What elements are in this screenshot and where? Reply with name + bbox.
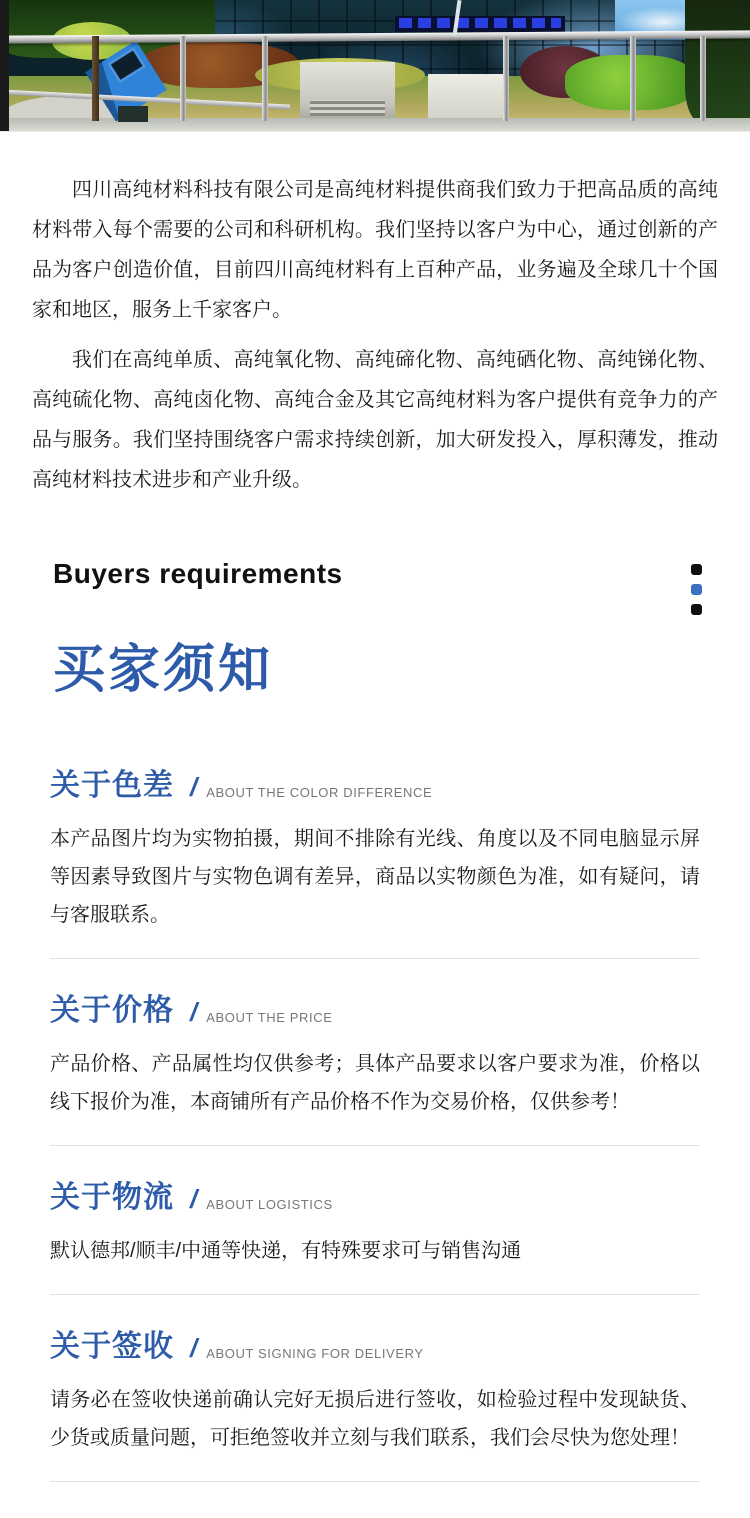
road-strip xyxy=(0,118,750,131)
section-heading xyxy=(50,985,700,1029)
company-building-photo xyxy=(0,0,750,132)
intro-paragraph: 四川高纯材料科技有限公司是高纯材料提供商我们致力于把高品质的高纯材料带入每个需要的公司和科研机构。我们坚持以客户为中心，通过创新的产品为客户创造价值，目前四川高纯材料有上百种产品，业务遍及全球几十个国家和地区，服务上千家客户。 xyxy=(32,179,718,321)
slash-divider: / xyxy=(190,772,198,802)
bottom-spacer xyxy=(0,1482,750,1518)
section-body-text: 本产品图片均为实物拍摄，期间不排除有光线、角度以及不同电脑显示屏等因素导致图片与实物色调有差异，商品以实物颜色为准，如有疑问，请与客服联系。 xyxy=(50,828,700,926)
railing-post xyxy=(92,36,99,121)
section-body-text: 默认德邦/顺丰/中通等快递，有特殊要求可与销售沟通 xyxy=(50,1240,522,1262)
left-dark-bar xyxy=(0,0,9,131)
slash-divider: / xyxy=(190,997,198,1027)
section-price xyxy=(50,959,700,1146)
led-sign-glyphs xyxy=(399,18,561,28)
slash-divider: / xyxy=(190,1184,198,1214)
buyers-notice-header xyxy=(53,558,702,615)
dot-icon xyxy=(691,584,702,595)
buyers-requirements-title: Buyers requirements xyxy=(53,558,343,589)
section-cn-title: 关于色差 xyxy=(50,769,174,802)
dot-icon xyxy=(691,564,702,575)
section-cn-title: 关于价格 xyxy=(50,994,174,1027)
section-cn-title: 关于物流 xyxy=(50,1181,174,1214)
section-en-subtitle: ABOUT SIGNING FOR DELIVERY xyxy=(206,1346,424,1361)
section-signing xyxy=(50,1295,700,1482)
section-body-text: 产品价格、产品属性均仅供参考；具体产品要求以客户要求为准，价格以线下报价为准，本商铺所有产品价格不作为交易价格，仅供参考！ xyxy=(50,1053,700,1113)
building-led-sign xyxy=(395,16,565,32)
intro-paragraph: 我们在高纯单质、高纯氧化物、高纯碲化物、高纯硒化物、高纯锑化物、高纯硫化物、高纯卤化物、高纯合金及其它高纯材料为客户提供有竞争力的产品与服务。我们坚持围绕客户需求持续创新，加大研发投入，厚积薄发，推动高纯材料技术进步和产业升级。 xyxy=(32,349,718,491)
company-intro xyxy=(32,170,718,500)
cube-pedestal xyxy=(118,106,148,122)
railing-post xyxy=(262,36,268,121)
concrete-structure xyxy=(300,62,395,120)
section-en-subtitle: ABOUT LOGISTICS xyxy=(206,1197,333,1212)
notice-sections xyxy=(50,760,700,1482)
section-heading xyxy=(50,760,700,804)
decorative-dots xyxy=(691,558,702,615)
railing-post xyxy=(700,36,706,121)
section-heading xyxy=(50,1172,700,1216)
section-body-text: 请务必在签收快递前确认完好无损后进行签收，如检验过程中发现缺货、少货或质量问题，可拒绝签收并立刻与我们联系，我们会尽快为您处理！ xyxy=(50,1389,700,1449)
buyers-notice-cn-title: 买家须知 xyxy=(53,641,274,699)
vent-grille xyxy=(310,100,385,116)
railing-post xyxy=(630,36,636,121)
section-cn-title: 关于签收 xyxy=(50,1330,174,1363)
section-color-difference xyxy=(50,760,700,959)
concrete-structure-small xyxy=(428,74,503,120)
section-en-subtitle: ABOUT THE PRICE xyxy=(206,1010,333,1025)
dot-icon xyxy=(691,604,702,615)
slash-divider: / xyxy=(190,1333,198,1363)
railing-post xyxy=(503,36,509,121)
section-heading xyxy=(50,1321,700,1365)
section-en-subtitle: ABOUT THE COLOR DIFFERENCE xyxy=(206,785,433,800)
tree-foliage-right xyxy=(685,0,750,125)
section-logistics xyxy=(50,1146,700,1295)
railing-post xyxy=(180,36,186,121)
